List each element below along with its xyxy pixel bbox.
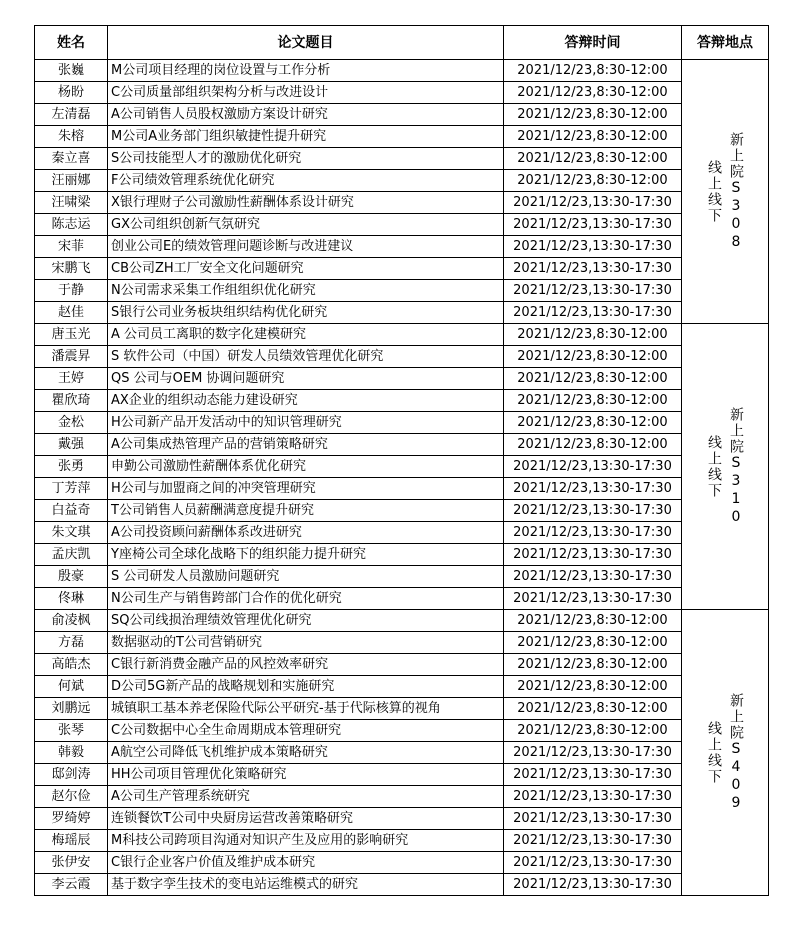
student-name: 金松: [35, 412, 108, 434]
table-row: [35, 126, 769, 148]
table-row: [35, 808, 769, 830]
student-name: 张琴: [35, 720, 108, 742]
thesis-title: N公司需求采集工作组组织优化研究: [108, 280, 504, 302]
defense-time: 2021/12/23,8:30-12:00: [504, 324, 682, 346]
defense-time: 2021/12/23,8:30-12:00: [504, 720, 682, 742]
thesis-title: 连锁餐饮T公司中央厨房运营改善策略研究: [108, 808, 504, 830]
thesis-title: A公司投资顾问薪酬体系改进研究: [108, 522, 504, 544]
defense-time: 2021/12/23,13:30-17:30: [504, 214, 682, 236]
defense-time: 2021/12/23,13:30-17:30: [504, 236, 682, 258]
student-name: 丁芳萍: [35, 478, 108, 500]
table-row: [35, 786, 769, 808]
thesis-title: C银行新消费金融产品的风控效率研究: [108, 654, 504, 676]
thesis-title: C公司数据中心全生命周期成本管理研究: [108, 720, 504, 742]
thesis-title: M公司项目经理的岗位设置与工作分析: [108, 60, 504, 82]
table-row: [35, 544, 769, 566]
defense-time: 2021/12/23,13:30-17:30: [504, 764, 682, 786]
student-name: 邸剑涛: [35, 764, 108, 786]
table-body: [35, 60, 769, 896]
thesis-title: Y座椅公司全球化战略下的组织能力提升研究: [108, 544, 504, 566]
table-row: [35, 632, 769, 654]
defense-time: 2021/12/23,8:30-12:00: [504, 390, 682, 412]
defense-time: 2021/12/23,8:30-12:00: [504, 632, 682, 654]
defense-time: 2021/12/23,8:30-12:00: [504, 104, 682, 126]
student-name: 赵佳: [35, 302, 108, 324]
table-row: [35, 478, 769, 500]
defense-time: 2021/12/23,8:30-12:00: [504, 346, 682, 368]
location-building: 新上院: [728, 131, 744, 180]
defense-time: 2021/12/23,13:30-17:30: [504, 544, 682, 566]
table-row: [35, 390, 769, 412]
defense-location: [682, 60, 769, 324]
header-title: 论文题目: [108, 26, 504, 60]
student-name: 戴强: [35, 434, 108, 456]
table-row: [35, 258, 769, 280]
thesis-title: C银行企业客户价值及维护成本研究: [108, 852, 504, 874]
table-row: [35, 302, 769, 324]
table-row: [35, 566, 769, 588]
table-row: [35, 104, 769, 126]
defense-time: 2021/12/23,8:30-12:00: [504, 654, 682, 676]
student-name: 唐玉光: [35, 324, 108, 346]
thesis-title: S 软件公司（中国）研发人员绩效管理优化研究: [108, 346, 504, 368]
table-row: [35, 280, 769, 302]
defense-time: 2021/12/23,13:30-17:30: [504, 522, 682, 544]
table-row: [35, 214, 769, 236]
thesis-title: HH公司项目管理优化策略研究: [108, 764, 504, 786]
student-name: 秦立喜: [35, 148, 108, 170]
header-location: 答辩地点: [682, 26, 769, 60]
thesis-title: AX企业的组织动态能力建设研究: [108, 390, 504, 412]
table-row: [35, 60, 769, 82]
thesis-title: 城镇职工基本养老保险代际公平研究-基于代际核算的视角: [108, 698, 504, 720]
thesis-title: N公司生产与销售跨部门合作的优化研究: [108, 588, 504, 610]
location-room: S308: [728, 179, 744, 252]
defense-time: 2021/12/23,13:30-17:30: [504, 456, 682, 478]
student-name: 韩毅: [35, 742, 108, 764]
defense-schedule-table: [34, 25, 769, 896]
thesis-title: A公司生产管理系统研究: [108, 786, 504, 808]
table-row: [35, 588, 769, 610]
thesis-title: M公司A业务部门组织敏捷性提升研究: [108, 126, 504, 148]
table-row: [35, 434, 769, 456]
table-row: [35, 852, 769, 874]
thesis-title: GX公司组织创新气氛研究: [108, 214, 504, 236]
defense-time: 2021/12/23,8:30-12:00: [504, 126, 682, 148]
student-name: 罗绮婷: [35, 808, 108, 830]
student-name: 瞿欣琦: [35, 390, 108, 412]
table-row: [35, 412, 769, 434]
defense-time: 2021/12/23,13:30-17:30: [504, 302, 682, 324]
student-name: 俞凌枫: [35, 610, 108, 632]
defense-time: 2021/12/23,8:30-12:00: [504, 698, 682, 720]
table-row: [35, 610, 769, 632]
student-name: 汪丽娜: [35, 170, 108, 192]
defense-time: 2021/12/23,13:30-17:30: [504, 478, 682, 500]
table-row: [35, 654, 769, 676]
thesis-title: A 公司员工离职的数字化建模研究: [108, 324, 504, 346]
student-name: 宋鹏飞: [35, 258, 108, 280]
location-room: S310: [728, 454, 744, 527]
thesis-title: S银行公司业务板块组织结构优化研究: [108, 302, 504, 324]
thesis-title: D公司5G新产品的战略规划和实施研究: [108, 676, 504, 698]
location-room: S409: [728, 740, 744, 813]
table-row: [35, 764, 769, 786]
student-name: 王婷: [35, 368, 108, 390]
table-row: [35, 830, 769, 852]
table-row: [35, 368, 769, 390]
location-building: 新上院: [728, 406, 744, 455]
student-name: 宋菲: [35, 236, 108, 258]
location-mode: 线上线下: [706, 434, 722, 499]
table-row: [35, 500, 769, 522]
table-row: [35, 236, 769, 258]
defense-time: 2021/12/23,13:30-17:30: [504, 500, 682, 522]
defense-time: 2021/12/23,8:30-12:00: [504, 676, 682, 698]
defense-time: 2021/12/23,13:30-17:30: [504, 808, 682, 830]
thesis-title: M科技公司跨项目沟通对知识产生及应用的影响研究: [108, 830, 504, 852]
student-name: 张勇: [35, 456, 108, 478]
header-time: 答辩时间: [504, 26, 682, 60]
student-name: 高皓杰: [35, 654, 108, 676]
thesis-title: A公司销售人员股权激励方案设计研究: [108, 104, 504, 126]
thesis-title: CB公司ZH工厂安全文化问题研究: [108, 258, 504, 280]
student-name: 潘震昇: [35, 346, 108, 368]
thesis-title: QS 公司与OEM 协调问题研究: [108, 368, 504, 390]
thesis-title: 申勤公司激励性薪酬体系优化研究: [108, 456, 504, 478]
student-name: 方磊: [35, 632, 108, 654]
thesis-title: H公司与加盟商之间的冲突管理研究: [108, 478, 504, 500]
defense-location: [682, 610, 769, 896]
student-name: 殷豪: [35, 566, 108, 588]
table-row: [35, 742, 769, 764]
defense-time: 2021/12/23,8:30-12:00: [504, 412, 682, 434]
thesis-title: 基于数字孪生技术的变电站运维模式的研究: [108, 874, 504, 896]
student-name: 朱文琪: [35, 522, 108, 544]
thesis-title: S 公司研发人员激励问题研究: [108, 566, 504, 588]
thesis-title: C公司质量部组织架构分析与改进设计: [108, 82, 504, 104]
defense-time: 2021/12/23,8:30-12:00: [504, 60, 682, 82]
location-building: 新上院: [728, 692, 744, 741]
header-row: [35, 26, 769, 60]
student-name: 李云霞: [35, 874, 108, 896]
defense-time: 2021/12/23,8:30-12:00: [504, 170, 682, 192]
thesis-title: A公司集成热管理产品的营销策略研究: [108, 434, 504, 456]
student-name: 梅瑶辰: [35, 830, 108, 852]
defense-time: 2021/12/23,13:30-17:30: [504, 786, 682, 808]
defense-time: 2021/12/23,13:30-17:30: [504, 258, 682, 280]
table-row: [35, 456, 769, 478]
student-name: 刘鹏远: [35, 698, 108, 720]
location-mode: 线上线下: [706, 159, 722, 224]
thesis-title: A航空公司降低飞机维护成本策略研究: [108, 742, 504, 764]
student-name: 白益奇: [35, 500, 108, 522]
thesis-title: 创业公司E的绩效管理问题诊断与改进建议: [108, 236, 504, 258]
table-row: [35, 346, 769, 368]
student-name: 朱榕: [35, 126, 108, 148]
defense-time: 2021/12/23,13:30-17:30: [504, 852, 682, 874]
thesis-title: SQ公司线损治理绩效管理优化研究: [108, 610, 504, 632]
table-row: [35, 720, 769, 742]
student-name: 赵尔俭: [35, 786, 108, 808]
student-name: 何斌: [35, 676, 108, 698]
student-name: 左清磊: [35, 104, 108, 126]
defense-time: 2021/12/23,8:30-12:00: [504, 148, 682, 170]
defense-time: 2021/12/23,13:30-17:30: [504, 874, 682, 896]
defense-time: 2021/12/23,13:30-17:30: [504, 742, 682, 764]
thesis-title: S公司技能型人才的激励优化研究: [108, 148, 504, 170]
student-name: 汪啸梁: [35, 192, 108, 214]
thesis-title: X银行理财子公司激励性薪酬体系设计研究: [108, 192, 504, 214]
student-name: 张巍: [35, 60, 108, 82]
header-name: 姓名: [35, 26, 108, 60]
student-name: 张伊安: [35, 852, 108, 874]
table-row: [35, 324, 769, 346]
student-name: 于静: [35, 280, 108, 302]
table-row: [35, 874, 769, 896]
student-name: 陈志运: [35, 214, 108, 236]
student-name: 孟庆凯: [35, 544, 108, 566]
defense-time: 2021/12/23,13:30-17:30: [504, 566, 682, 588]
defense-time: 2021/12/23,8:30-12:00: [504, 368, 682, 390]
defense-time: 2021/12/23,13:30-17:30: [504, 830, 682, 852]
table-row: [35, 192, 769, 214]
defense-time: 2021/12/23,13:30-17:30: [504, 280, 682, 302]
defense-location: [682, 324, 769, 610]
table-row: [35, 522, 769, 544]
table-row: [35, 148, 769, 170]
thesis-title: 数据驱动的T公司营销研究: [108, 632, 504, 654]
thesis-title: H公司新产品开发活动中的知识管理研究: [108, 412, 504, 434]
thesis-title: T公司销售人员薪酬满意度提升研究: [108, 500, 504, 522]
location-mode: 线上线下: [706, 720, 722, 785]
defense-time: 2021/12/23,8:30-12:00: [504, 82, 682, 104]
table-row: [35, 170, 769, 192]
student-name: 佟琳: [35, 588, 108, 610]
table-row: [35, 82, 769, 104]
defense-time: 2021/12/23,13:30-17:30: [504, 192, 682, 214]
thesis-title: F公司绩效管理系统优化研究: [108, 170, 504, 192]
defense-time: 2021/12/23,13:30-17:30: [504, 588, 682, 610]
table-row: [35, 676, 769, 698]
student-name: 杨盼: [35, 82, 108, 104]
table-row: [35, 698, 769, 720]
defense-time: 2021/12/23,8:30-12:00: [504, 434, 682, 456]
defense-time: 2021/12/23,8:30-12:00: [504, 610, 682, 632]
